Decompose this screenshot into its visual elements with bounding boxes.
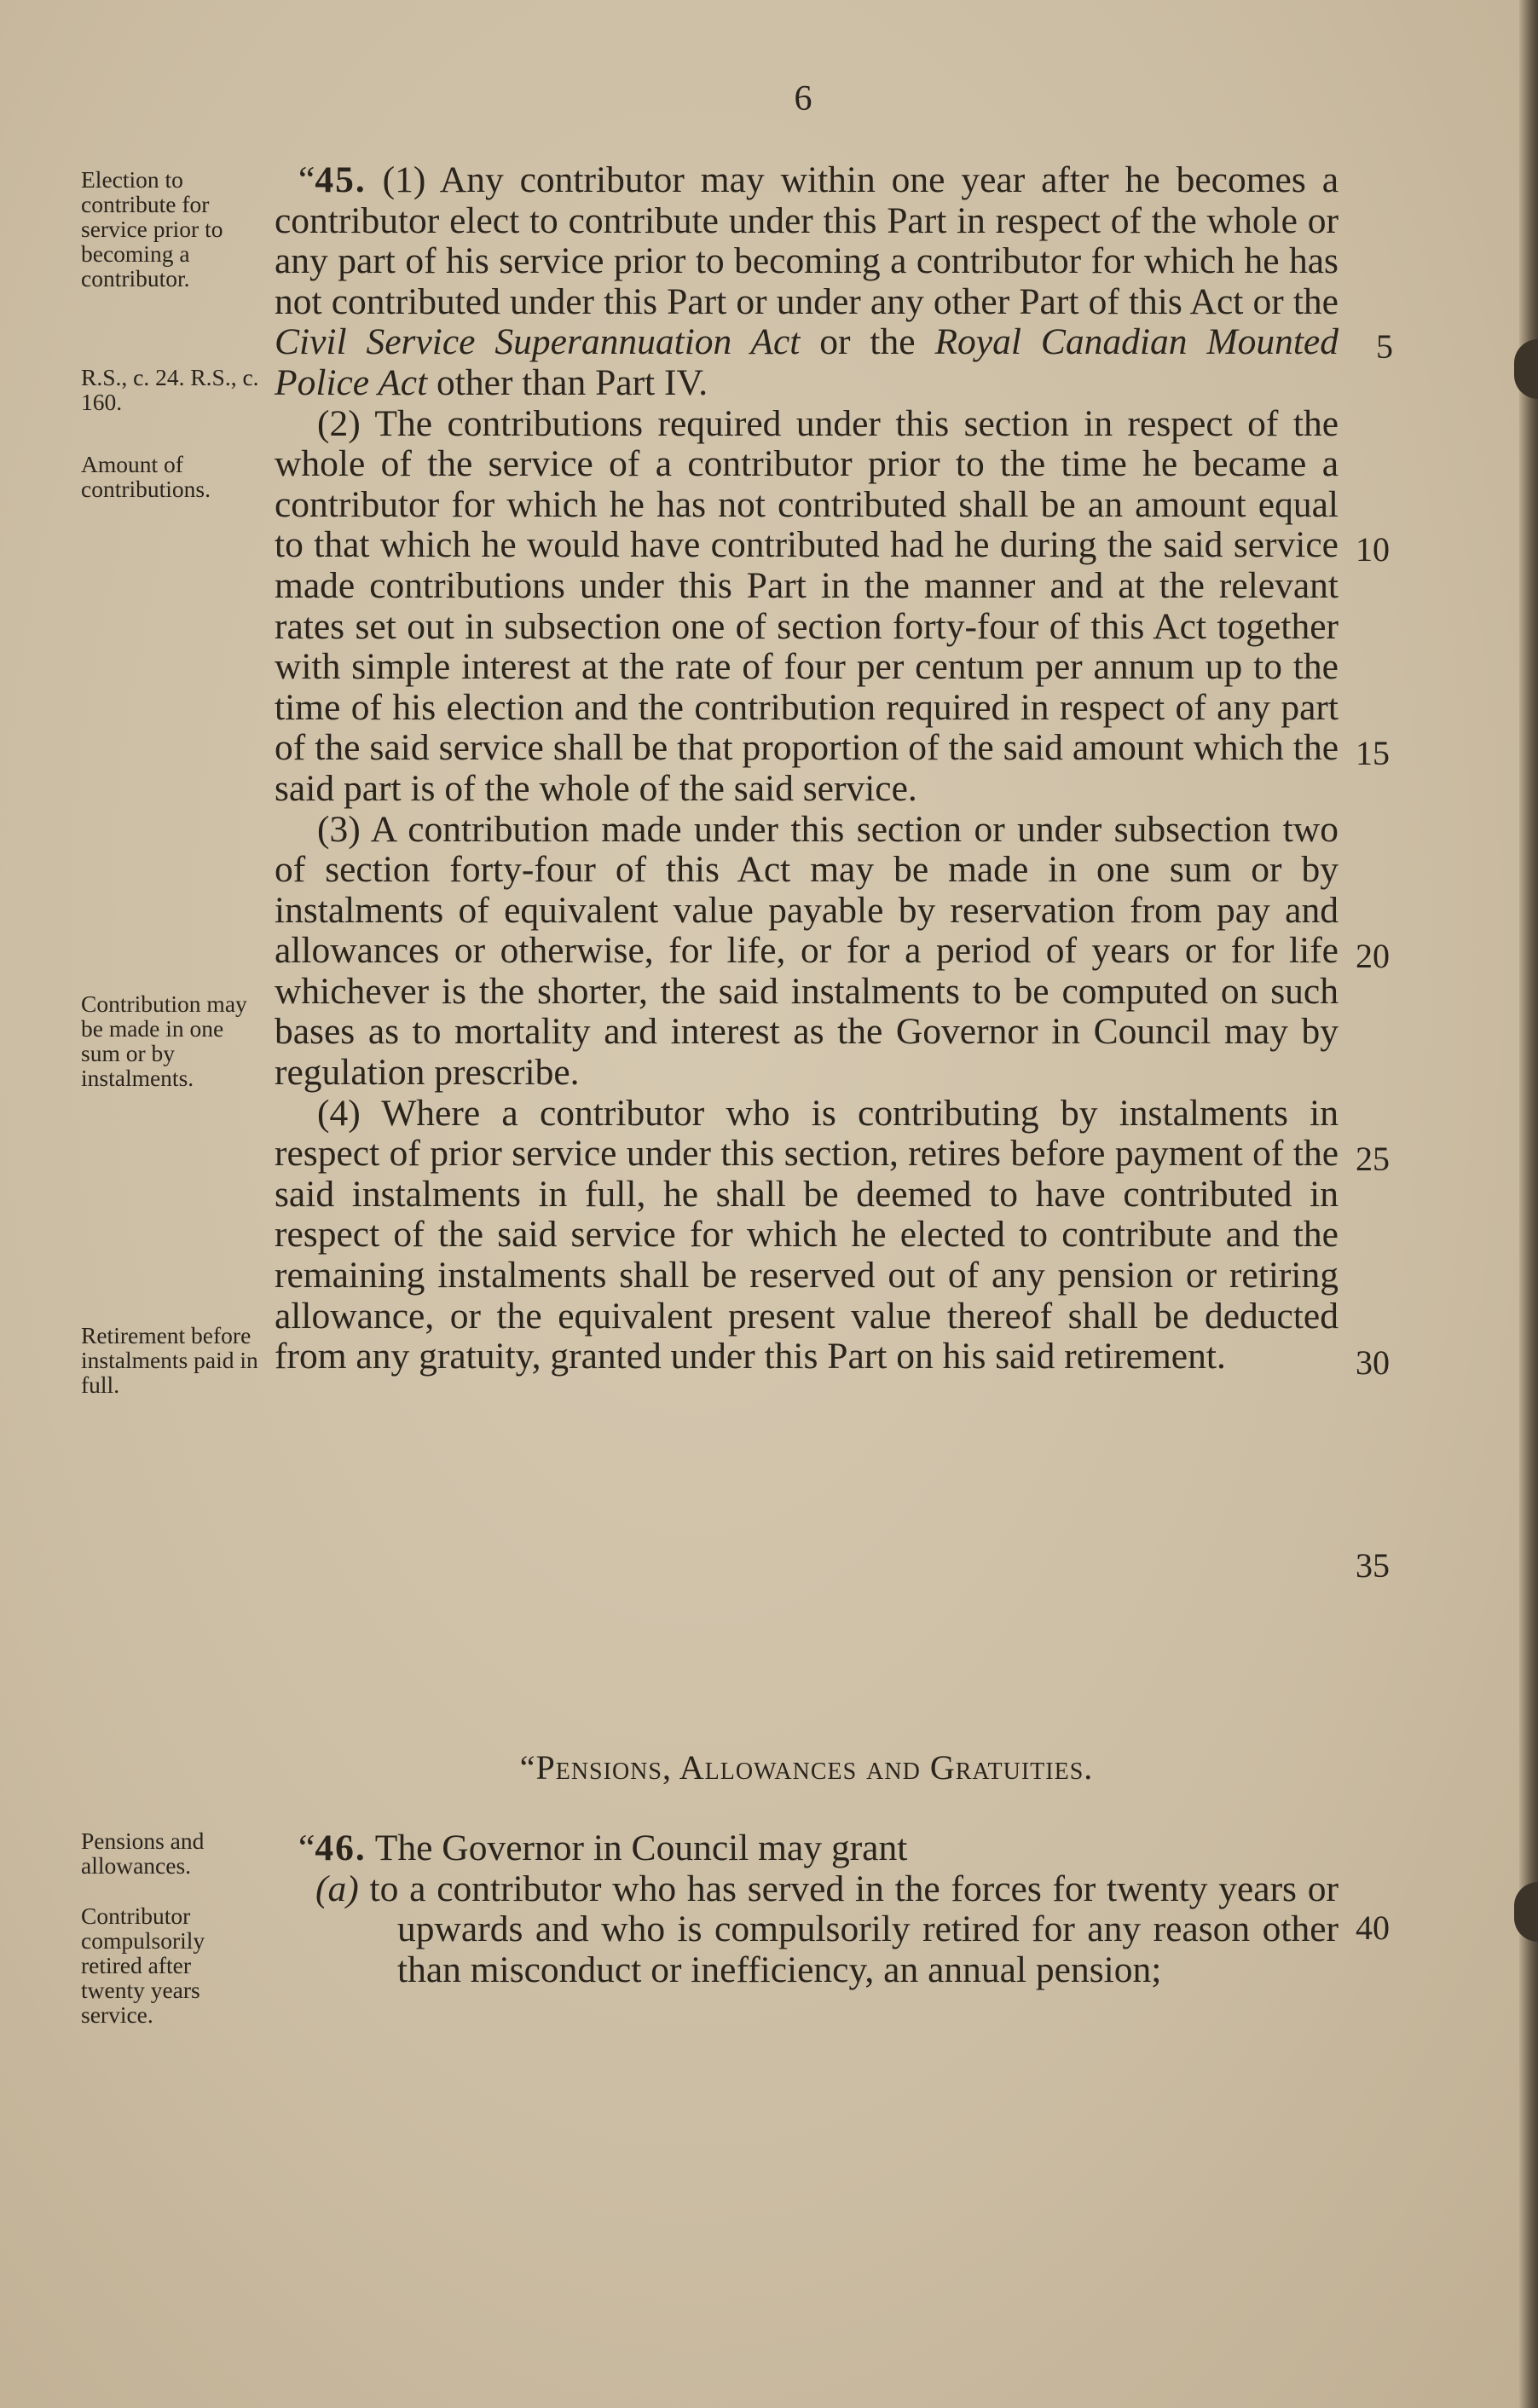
act-title-rcmp: Royal Canadian Mounted Police Act	[275, 321, 1339, 403]
line-number-5: 5	[1376, 327, 1393, 366]
section-46-item-a	[315, 1869, 1339, 1991]
margin-note-amount: Amount of contributions.	[81, 451, 211, 502]
heading-text: “Pensions, Allowances and Gratuities.	[519, 1748, 1094, 1787]
section-46-intro	[275, 1828, 1339, 1869]
line-number-35: 35	[1356, 1546, 1390, 1585]
item-a-text: to a contributor who has served in the forces for twenty years or upwards and who is compulsorily retired for any reason other than misconduct or inefficiency, an annual pension;	[358, 1868, 1339, 1990]
section-number: 46.	[315, 1828, 367, 1868]
margin-note-contribution-method: Contribution may be made in one sum or by instalments.	[81, 990, 247, 1091]
line-number-30: 30	[1356, 1343, 1390, 1382]
margin-note-retirement: Retirement before instalments paid in full.	[81, 1322, 258, 1398]
act-title-civil-service: Civil Service Superannuation Act	[275, 321, 801, 363]
section-45-subsection-1	[275, 160, 1339, 404]
page-number: 6	[794, 79, 812, 118]
section-45-subsection-2: (2) The contributions required under this section in respect of the whole of the service of a contributor prior to the time he became a contributor for which he has not contributed shall be an amount equal to that which he would have contributed had he during the said service made contributions under this Part in the manner and at the relevant rates set out in subsection one of section forty-four of this Act together with simple interest at the rate of four per centum per annum up to the time of his election and the contribution required in respect of any part of the said service shall be that proportion of the said amount which the said part is of the whole of the said service.	[275, 402, 1339, 809]
line-number-25: 25	[1356, 1140, 1390, 1178]
binding-hole-top	[1514, 339, 1538, 399]
open-quote: “	[298, 1828, 315, 1868]
margin-note-statute-refs: R.S., c. 24. R.S., c. 160.	[81, 364, 259, 415]
subsection-1-connector: or the	[800, 321, 935, 363]
section-heading	[275, 1747, 1339, 1787]
line-number-20: 20	[1356, 937, 1390, 975]
line-number-10: 10	[1356, 530, 1390, 569]
open-quote: “	[298, 159, 315, 200]
line-number-15: 15	[1356, 734, 1390, 772]
item-a-label: (a)	[315, 1868, 359, 1909]
subsection-1-end: other than Part IV.	[427, 361, 708, 403]
margin-note-pensions: Pensions and allowances.	[81, 1828, 205, 1879]
subsection-1-text: (1) Any contributor may within one year after he becomes a contributor elect to contribute under this Part in respect of the whole or any part of his service prior to becoming a contributor for which he has not contributed under this Part or under any other Part of this Act or the	[275, 159, 1339, 322]
section-45-subsection-4: (4) Where a contributor who is contributing by instalments in respect of prior service under this section, retires before payment of the said instalments in full, he shall be deemed to have contributed in respect of the said service for which he elected to contribute and the remaining instalments shall be reserved out of any pension or retiring allowance, or the equivalent present value thereof shall be deducted from any gratuity, granted under this Part on his said retirement.	[275, 1092, 1339, 1377]
section-46-intro-text: The Governor in Council may grant	[366, 1828, 908, 1868]
margin-note-election: Election to contribute for service prior to becoming a contributor.	[81, 166, 223, 292]
section-number: 45.	[315, 159, 367, 200]
section-45-subsection-3: (3) A contribution made under this section or under subsection two of section forty-four of this Act may be made in one sum or by instalments of equivalent value payable by reservation from pay and allowances or otherwise, for life, or for a period of years or for life whichever is the shorter, the said instalments to be computed on such bases as to mortality and interest as the Governor in Council may by regulation prescribe.	[275, 808, 1339, 1094]
section-45	[275, 160, 1339, 1377]
binding-hole-bottom	[1514, 1882, 1538, 1942]
margin-note-compulsory-retirement: Contributor compulsorily retired after twenty years service.	[81, 1903, 205, 2028]
line-number-40: 40	[1356, 1908, 1390, 1947]
section-46	[275, 1828, 1339, 1990]
